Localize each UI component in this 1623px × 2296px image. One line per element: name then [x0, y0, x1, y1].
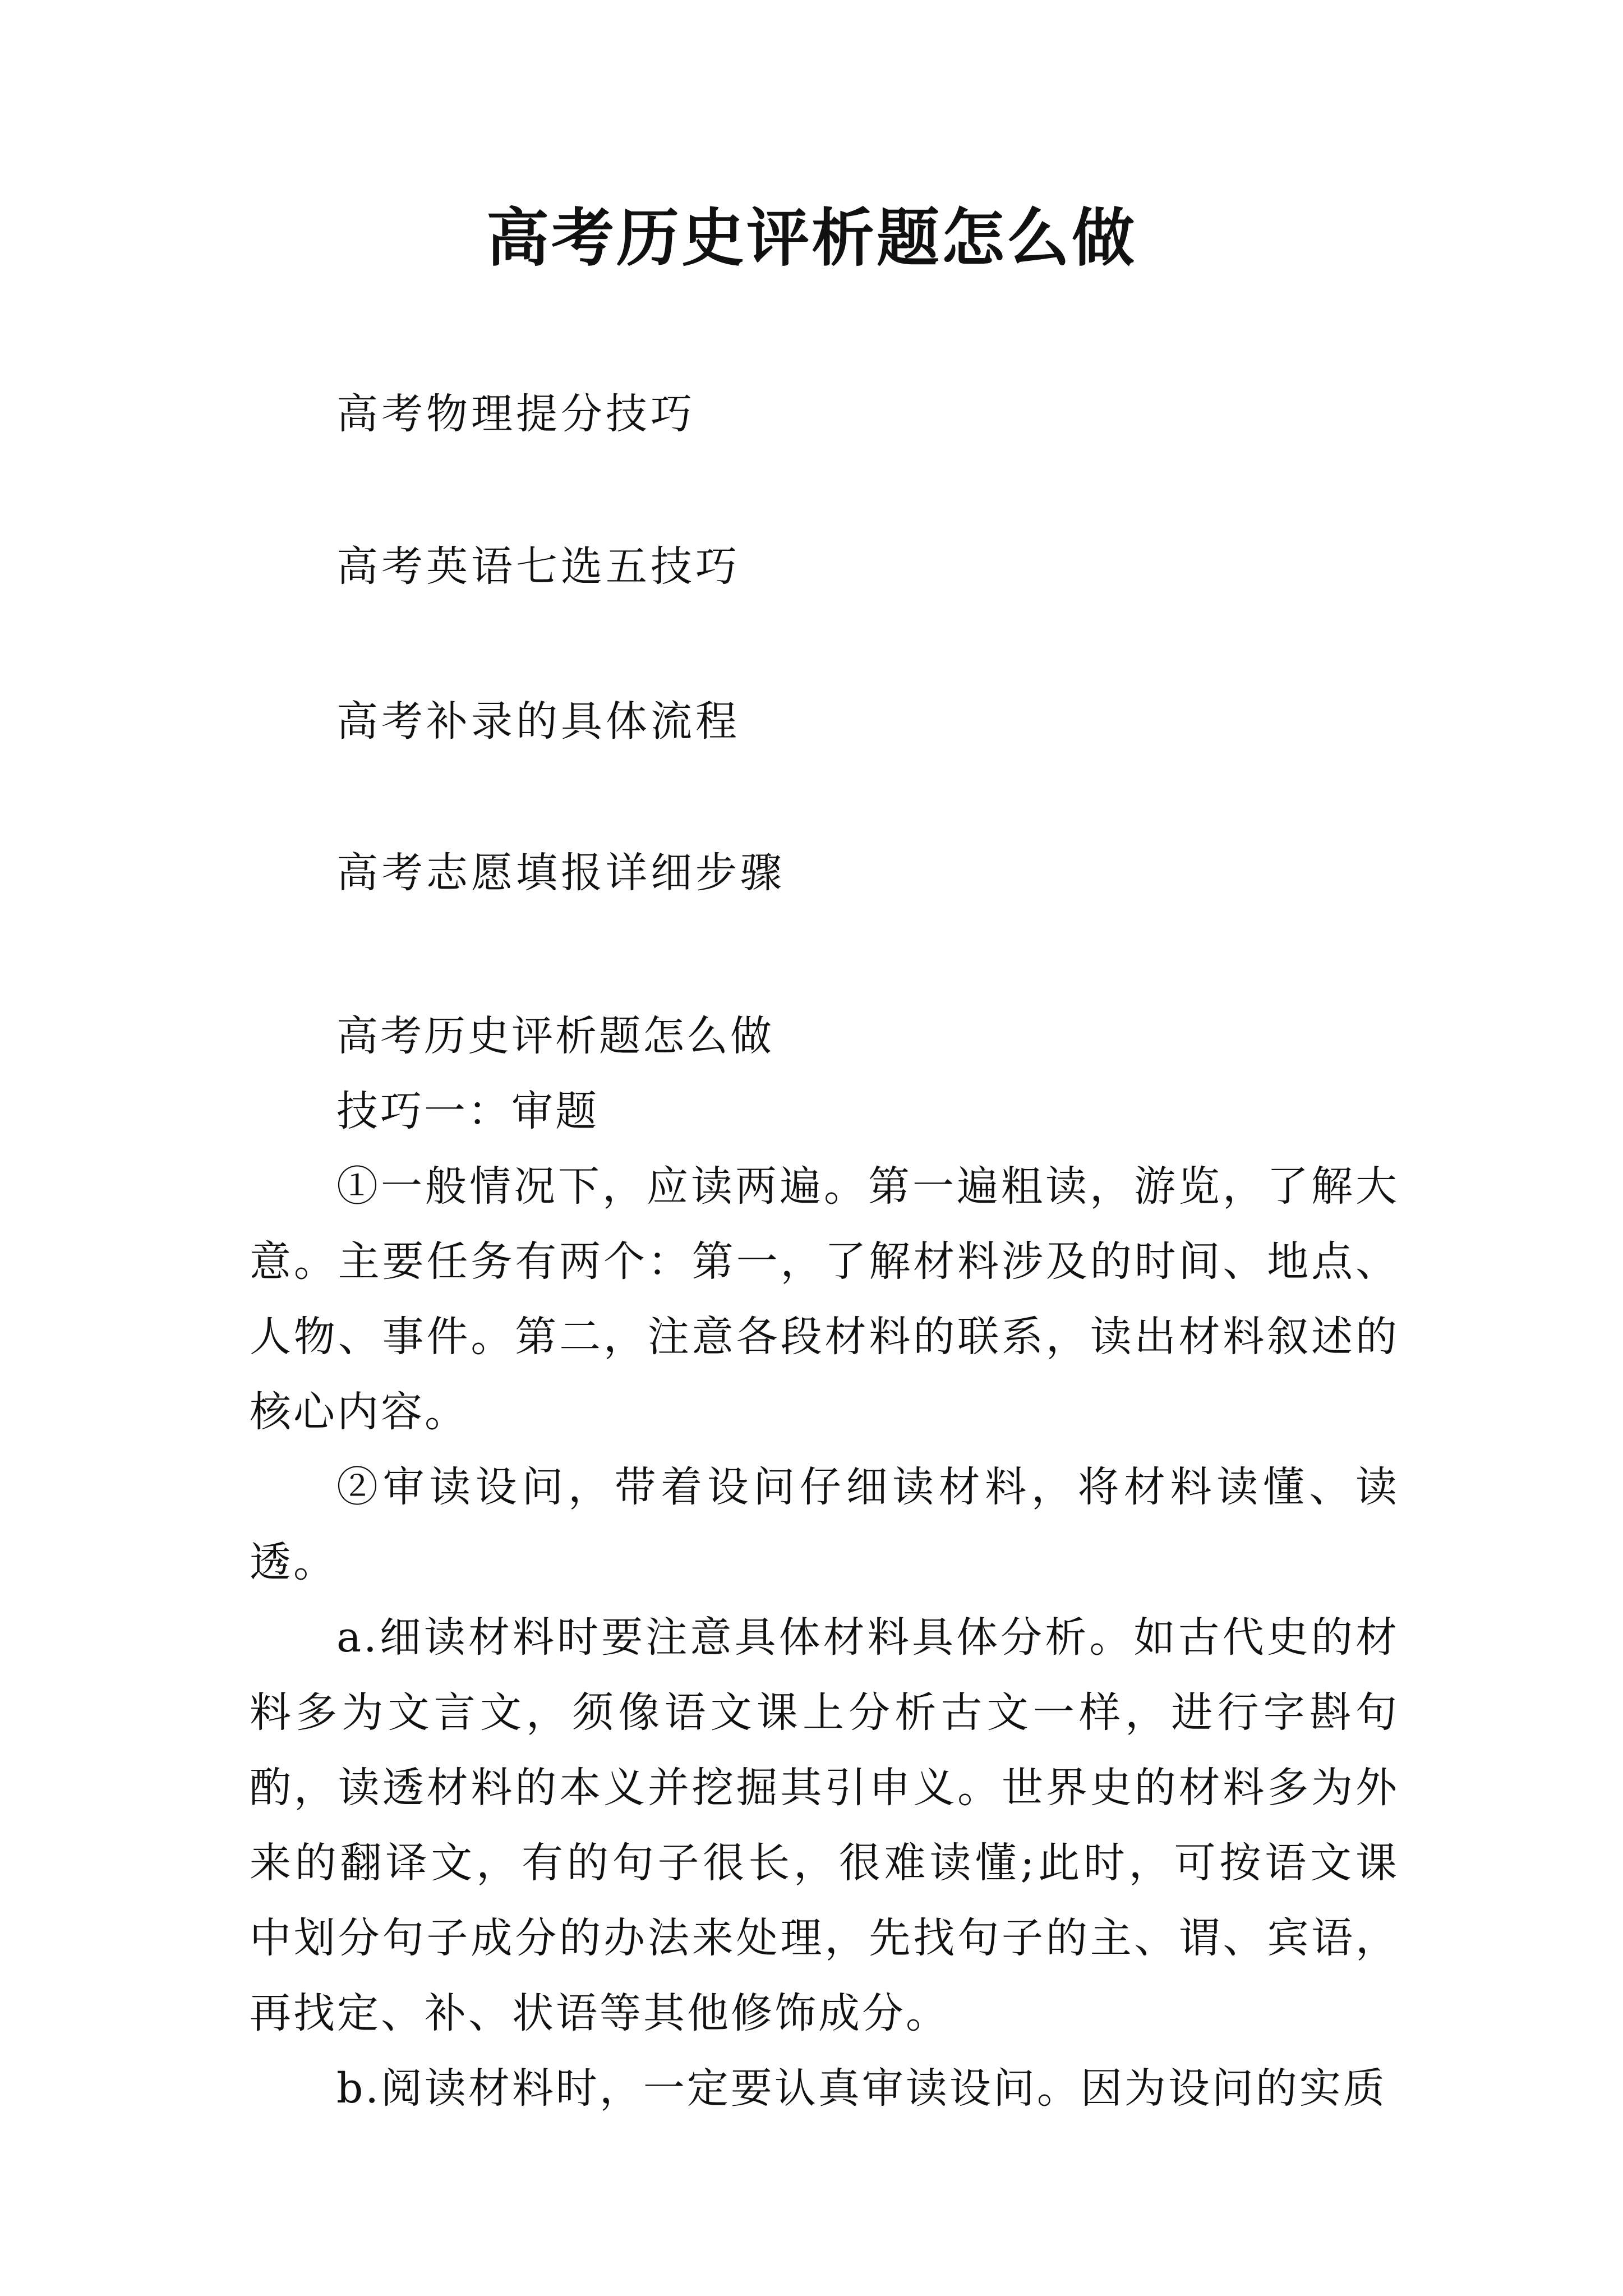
body-paragraph: b.阅读材料时，一定要认真审读设问。因为设问的实质: [336, 2064, 1387, 2113]
related-link-application[interactable]: 高考志愿填报详细步骤: [336, 849, 785, 897]
body-paragraph: ①一般情况下，应读两遍。第一遍粗读，游览，了解大意。主要任务有两个：第一，了解材料涉及的时间、地点、人物、事件。第二，注意各段材料的联系，读出材料叙述的核心内容。: [250, 1162, 1399, 1436]
related-link-physics[interactable]: 高考物理提分技巧: [336, 390, 695, 438]
article-heading: 高考历史评析题怎么做: [336, 1012, 774, 1060]
section-heading: 技巧一：审题: [336, 1087, 599, 1135]
body-paragraph: a.细读材料时要注意具体材料具体分析。如古代史的材料多为文言文，须像语文课上分析古文一样，进行字斟句酌，读透材料的本义并挖掘其引申义。世界史的材料多为外来的翻译文，有的句子很长，很难读懂;此时，可按语文课中划分句子成分的办法来处理，先找句子的主、谓、宾语，再找定、补、状语等其他修饰成分。: [250, 1613, 1399, 2037]
body-paragraph: ②审读设问，带着设问仔细读材料，将材料读懂、读透。: [250, 1463, 1399, 1586]
related-link-english[interactable]: 高考英语七选五技巧: [336, 542, 740, 591]
article-body: [250, 999, 1399, 2126]
related-link-admission[interactable]: 高考补录的具体流程: [336, 697, 740, 746]
document-title: 高考历史评析题怎么做: [486, 201, 1137, 275]
